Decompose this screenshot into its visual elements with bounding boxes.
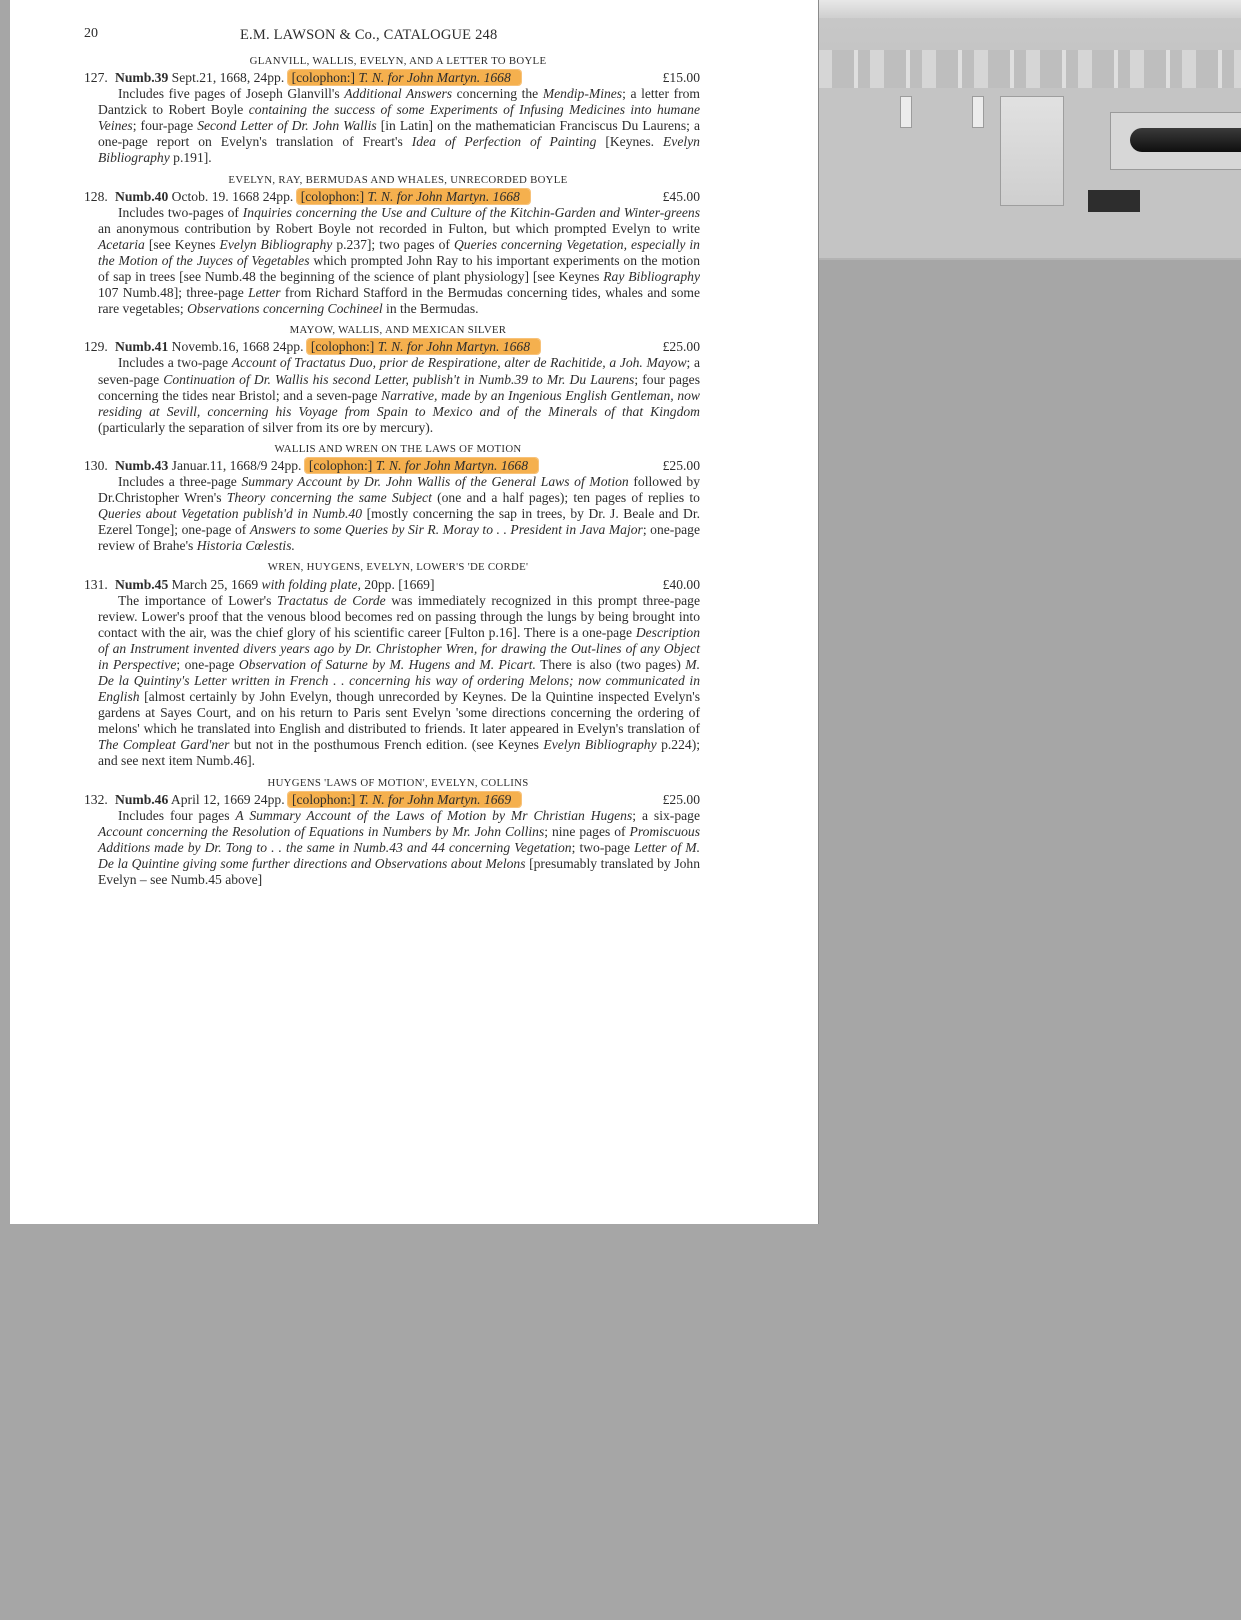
page-count: 24pp. (272, 339, 304, 355)
scanner-clip (900, 96, 912, 128)
italic-title: Observation of Saturne by M. Hugens and M. Picart. (238, 656, 536, 672)
entry-description: Includes five pages of Joseph Glanvill's Additional Answers concerning the Mendip-Mines; a letter from Dantzick to Robert Boyle containing the success of some Experiments of Infusing Medicines into humane Veines; four-page Second Letter of Dr. John Wallis [in Latin] on the mathematician Franciscus Du Laurens; a one-page report on Evelyn's translation of Freart's Idea of Perfection of Painting [Keynes. Evelyn Bibliography p.191]. (98, 86, 700, 166)
page-number: 20 (84, 26, 98, 41)
numb-reference: Numb.45 (115, 576, 169, 592)
page-count: 24pp. (270, 457, 302, 473)
entry-description: The importance of Lower's Tractatus de Corde was immediately recognized in this prompt three-page review. Lower's proof that the venous blood becomes red on passing through the lungs by being brought into contact with the air, was the chief glory of his scientific career [Fulton p.16]. There is a one-page Description of an Instrument invented divers years ago by Dr. Christopher Wren, for drawing the Out-lines of any Object in Perspective; one-page Observation of Saturne by M. Hugens and M. Picart. There is also (two pages) M. De la Quintiny's Letter written in French . . concerning his way of ordering Melons; now communicated in English [almost certainly by John Evelyn, though unrecorded by Keynes. De la Quintine inspected Evelyn's gardens at Sayes Court, and on his return to Paris sent Evelyn 'some directions concerning the ordering of melons' which he translated into English and distributed to friends. It later appeared in Evelyn's translation of The Compleat Gard'ner but not in the posthumous French edition. (see Keynes Evelyn Bibliography p.224); and see next item Numb.46]. (98, 592, 701, 769)
italic-title: Narrative, made by an Ingenious English Gentleman, now residing at Sevill, concerning his Voyage from Spain to Mexico and of the Minerals of that Kingdom (98, 387, 700, 419)
lot-details (115, 458, 538, 474)
entry-heading: WREN, HUYGENS, EVELYN, LOWER'S 'DE CORDE' (267, 561, 529, 574)
catalogue-entry (72, 559, 700, 769)
catalogue-entry (72, 53, 700, 167)
italic-title: Theory concerning the same Subject (226, 490, 432, 506)
italic-title: A Summary Account of the Laws of Motion by Mr Christian Hugens (235, 807, 633, 823)
lot-details (115, 339, 540, 355)
italic-title: Queries concerning Vegetation, especially in the Motion of the Juyces of Vegetables (98, 236, 700, 268)
numb-reference: Numb.41 (115, 339, 169, 355)
italic-title: Description of an Instrument invented divers years ago by Dr. Christopher Wren, for drawing the Out-lines of any Object in Perspective (98, 624, 700, 672)
numb-reference: Numb.43 (115, 457, 169, 473)
scanner-clip (972, 96, 984, 128)
italic-title: Account of Tractatus Duo, prior de Respiratione, alter de Rachitide, a Joh. Mayow (231, 355, 687, 371)
colophon-imprint: T. N. for John Martyn. 1668 (375, 457, 529, 473)
issue-date: Januar.11, 1668/9 (171, 457, 268, 473)
italic-title: Mendip-Mines (542, 86, 623, 102)
lot-price: £25.00 (662, 457, 700, 473)
entry-description: Includes four pages A Summary Account of the Laws of Motion by Mr Christian Hugens; a six-page Account concerning the Resolution of Equations in Numbers by Mr. John Collins; nine pages of Promiscuous Additions made by Dr. Tong to . . the same in Numb.43 and 44 concerning Vegetation; two-page Letter of M. De la Quintine giving some further directions and Observations about Melons [presumably translated by John Evelyn – see Numb.45 above] (98, 807, 700, 888)
issue-date: Novemb.16, 1668 (171, 339, 270, 355)
entry-line (72, 458, 700, 474)
colophon-highlight (305, 458, 538, 473)
italic-title: The Compleat Gard'ner (98, 737, 230, 753)
issue-date: March 25, 1669 (171, 576, 259, 592)
italic-title: Acetaria (98, 236, 145, 252)
scanner-ribs (818, 50, 1241, 88)
entry-line (72, 70, 700, 86)
page-count: 24pp. (254, 791, 285, 807)
numb-reference: Numb.46 (115, 791, 169, 807)
italic-title: M. De la Quintiny's Letter written in French . . concerning his way of ordering Melons; now communicated in English (98, 656, 701, 705)
lot-price: £15.00 (662, 70, 700, 86)
catalogue-entry (72, 775, 700, 889)
page-count: 24pp. (262, 188, 294, 204)
italic-title: Tractatus de Corde (276, 592, 386, 608)
issue-date: Sept.21, 1668, (171, 70, 251, 86)
italic-title: Ray Bibliography (603, 269, 700, 285)
italic-title: Letter (248, 285, 281, 301)
catalogue-entry (72, 441, 700, 555)
lot-number: 132. (84, 791, 108, 807)
colophon-label: [colophon:] (292, 791, 356, 807)
scanner-latch (1000, 96, 1064, 206)
entry-heading: MAYOW, WALLIS, AND MEXICAN SILVER (289, 324, 507, 337)
italic-title: containing the success of some Experiments of Infusing Medicines into humane Veines (98, 102, 700, 134)
colophon-highlight (297, 189, 530, 204)
catalogue-page (72, 22, 700, 888)
lot-details (115, 792, 521, 808)
italic-title: Summary Account by Dr. John Wallis of the General Laws of Motion (241, 473, 629, 489)
lot-number: 130. (84, 457, 108, 473)
italic-title: Inquiries concerning the Use and Culture of the Kitchin-Garden and Winter-greens (242, 204, 700, 220)
lot-price: £25.00 (662, 339, 700, 355)
colophon-label: [colophon:] (300, 188, 365, 204)
entry-line (72, 339, 700, 355)
entry-description: Includes two-pages of Inquiries concerning the Use and Culture of the Kitchin-Garden and Winter-greens an anonymous contribution by Robert Boyle not recorded in Fulton, but which prompted Evelyn to write Acetaria [see Keynes Evelyn Bibliography p.237]; two pages of Queries concerning Vegetation, especially in the Motion of the Juyces of Vegetables which prompted John Ray to his important experiments on the motion of sap in trees [see Numb.48 the beginning of the science of plant physiology] [see Keynes Ray Bibliography 107 Numb.48]; three-page Letter from Richard Stafford in the Bermudas concerning tides, whales and some rare vegetables; Observations concerning Cochineel in the Bermudas. (98, 204, 700, 317)
italic-title: Observations concerning Cochineel (187, 301, 383, 317)
lot-number: 128. (84, 188, 108, 204)
colophon-imprint: T. N. for John Martyn. 1669 (358, 791, 512, 807)
italic-title: Queries about Vegetation publish'd in Numb.40 (98, 506, 363, 522)
italic-title: Promiscuous Additions made by Dr. Tong to . . the same in Numb.43 and 44 concerning Vegetation (98, 823, 700, 855)
plate-note: with folding plate, (261, 576, 361, 592)
page-count: 20pp. (364, 576, 395, 592)
lot-price: £45.00 (662, 188, 700, 204)
numb-reference: Numb.40 (115, 188, 169, 204)
entry-heading: WALLIS AND WREN ON THE LAWS OF MOTION (274, 442, 522, 455)
catalogue-entry (72, 172, 700, 318)
italic-title: Continuation of Dr. Wallis his second Letter, publish't in Numb.39 to Mr. Du Laurens (163, 371, 635, 387)
scanner-edge-strip (818, 0, 1241, 18)
page-count: 24pp. (253, 70, 285, 86)
colophon-label: [colophon:] (308, 457, 373, 473)
lot-details (115, 70, 521, 86)
italic-title: Historia Cœlestis. (196, 538, 295, 554)
lot-details (115, 577, 435, 593)
italic-title: Idea of Perfection of Painting (411, 134, 597, 150)
italic-title: Account concerning the Resolution of Equations in Numbers by Mr. John Collins (98, 823, 545, 839)
catalogue-entries (72, 53, 700, 888)
colophon-imprint: T. N. for John Martyn. 1668 (367, 188, 520, 204)
running-head (72, 22, 700, 48)
entry-heading: GLANVILL, WALLIS, EVELYN, AND A LETTER TO BOYLE (249, 55, 547, 67)
lot-price: £25.00 (662, 791, 700, 807)
italic-title: Evelyn Bibliography (543, 737, 657, 753)
entry-line (72, 189, 700, 205)
entry-description: Includes a two-page Account of Tractatus Duo, prior de Respiratione, alter de Rachitide, a Joh. Mayow; a seven-page Continuation of Dr. Wallis his second Letter, publish't in Numb.39 to Mr. Du Laurens; four pages concerning the tides near Bristol; and a seven-page Narrative, made by an Ingenious English Gentleman, now residing at Sevill, concerning his Voyage from Spain to Mexico and of the Minerals of that Kingdom (particularly the separation of silver from its ore by mercury). (98, 355, 700, 435)
scanner-slot (1088, 190, 1140, 212)
lot-price: £40.00 (662, 576, 700, 592)
colophon-highlight (288, 792, 521, 807)
entry-line (72, 577, 700, 593)
catalogue-title: E.M. LAWSON & Co., CATALOGUE 248 (240, 27, 498, 43)
entry-heading: HUYGENS 'LAWS OF MOTION', EVELYN, COLLINS (267, 776, 529, 789)
italic-title: Letter of M. De la Quintine giving some further directions and Observations about Melons (98, 839, 700, 871)
numb-reference: Numb.39 (115, 70, 169, 86)
lot-number: 131. (84, 576, 108, 592)
italic-title: Answers to some Queries by Sir R. Moray to . . President in Java Major (249, 522, 643, 538)
scanner-rail (1130, 128, 1241, 152)
catalogue-entry (72, 322, 700, 436)
entry-heading: EVELYN, RAY, BERMUDAS AND WHALES, UNRECORDED BOYLE (228, 173, 568, 186)
colophon-label: [colophon:] (291, 70, 356, 86)
italic-title: Second Letter of Dr. John Wallis (197, 118, 377, 134)
colophon-label: [colophon:] (310, 339, 375, 355)
colophon-highlight (288, 70, 521, 85)
issue-date: April 12, 1669 (170, 791, 251, 807)
italic-title: Evelyn Bibliography (98, 134, 700, 166)
colophon-highlight (307, 339, 540, 354)
entry-line (72, 792, 700, 808)
issue-date: Octob. 19. 1668 (171, 188, 260, 204)
colophon-imprint: T. N. for John Martyn. 1668 (377, 339, 531, 355)
lot-number: 129. (84, 339, 108, 355)
colophon-imprint: T. N. for John Martyn. 1668 (358, 70, 511, 86)
entry-description: Includes a three-page Summary Account by Dr. John Wallis of the General Laws of Motion followed by Dr.Christopher Wren's Theory concerning the same Subject (one and a half pages); ten pages of replies to Queries about Vegetation publish'd in Numb.40 [mostly concerning the sap in trees, by Dr. J. Beale and Dr. Ezerel Tonge]; one-page of Answers to some Queries by Sir R. Moray to . . President in Java Major; one-page review of Brahe's Historia Cœlestis. (98, 473, 701, 554)
lot-details (115, 189, 530, 205)
imprint-year: [1669] (398, 576, 435, 592)
italic-title: Evelyn Bibliography (219, 236, 333, 252)
italic-title: Additional Answers (344, 86, 453, 102)
scanned-page (10, 0, 818, 1224)
lot-number: 127. (84, 70, 108, 86)
